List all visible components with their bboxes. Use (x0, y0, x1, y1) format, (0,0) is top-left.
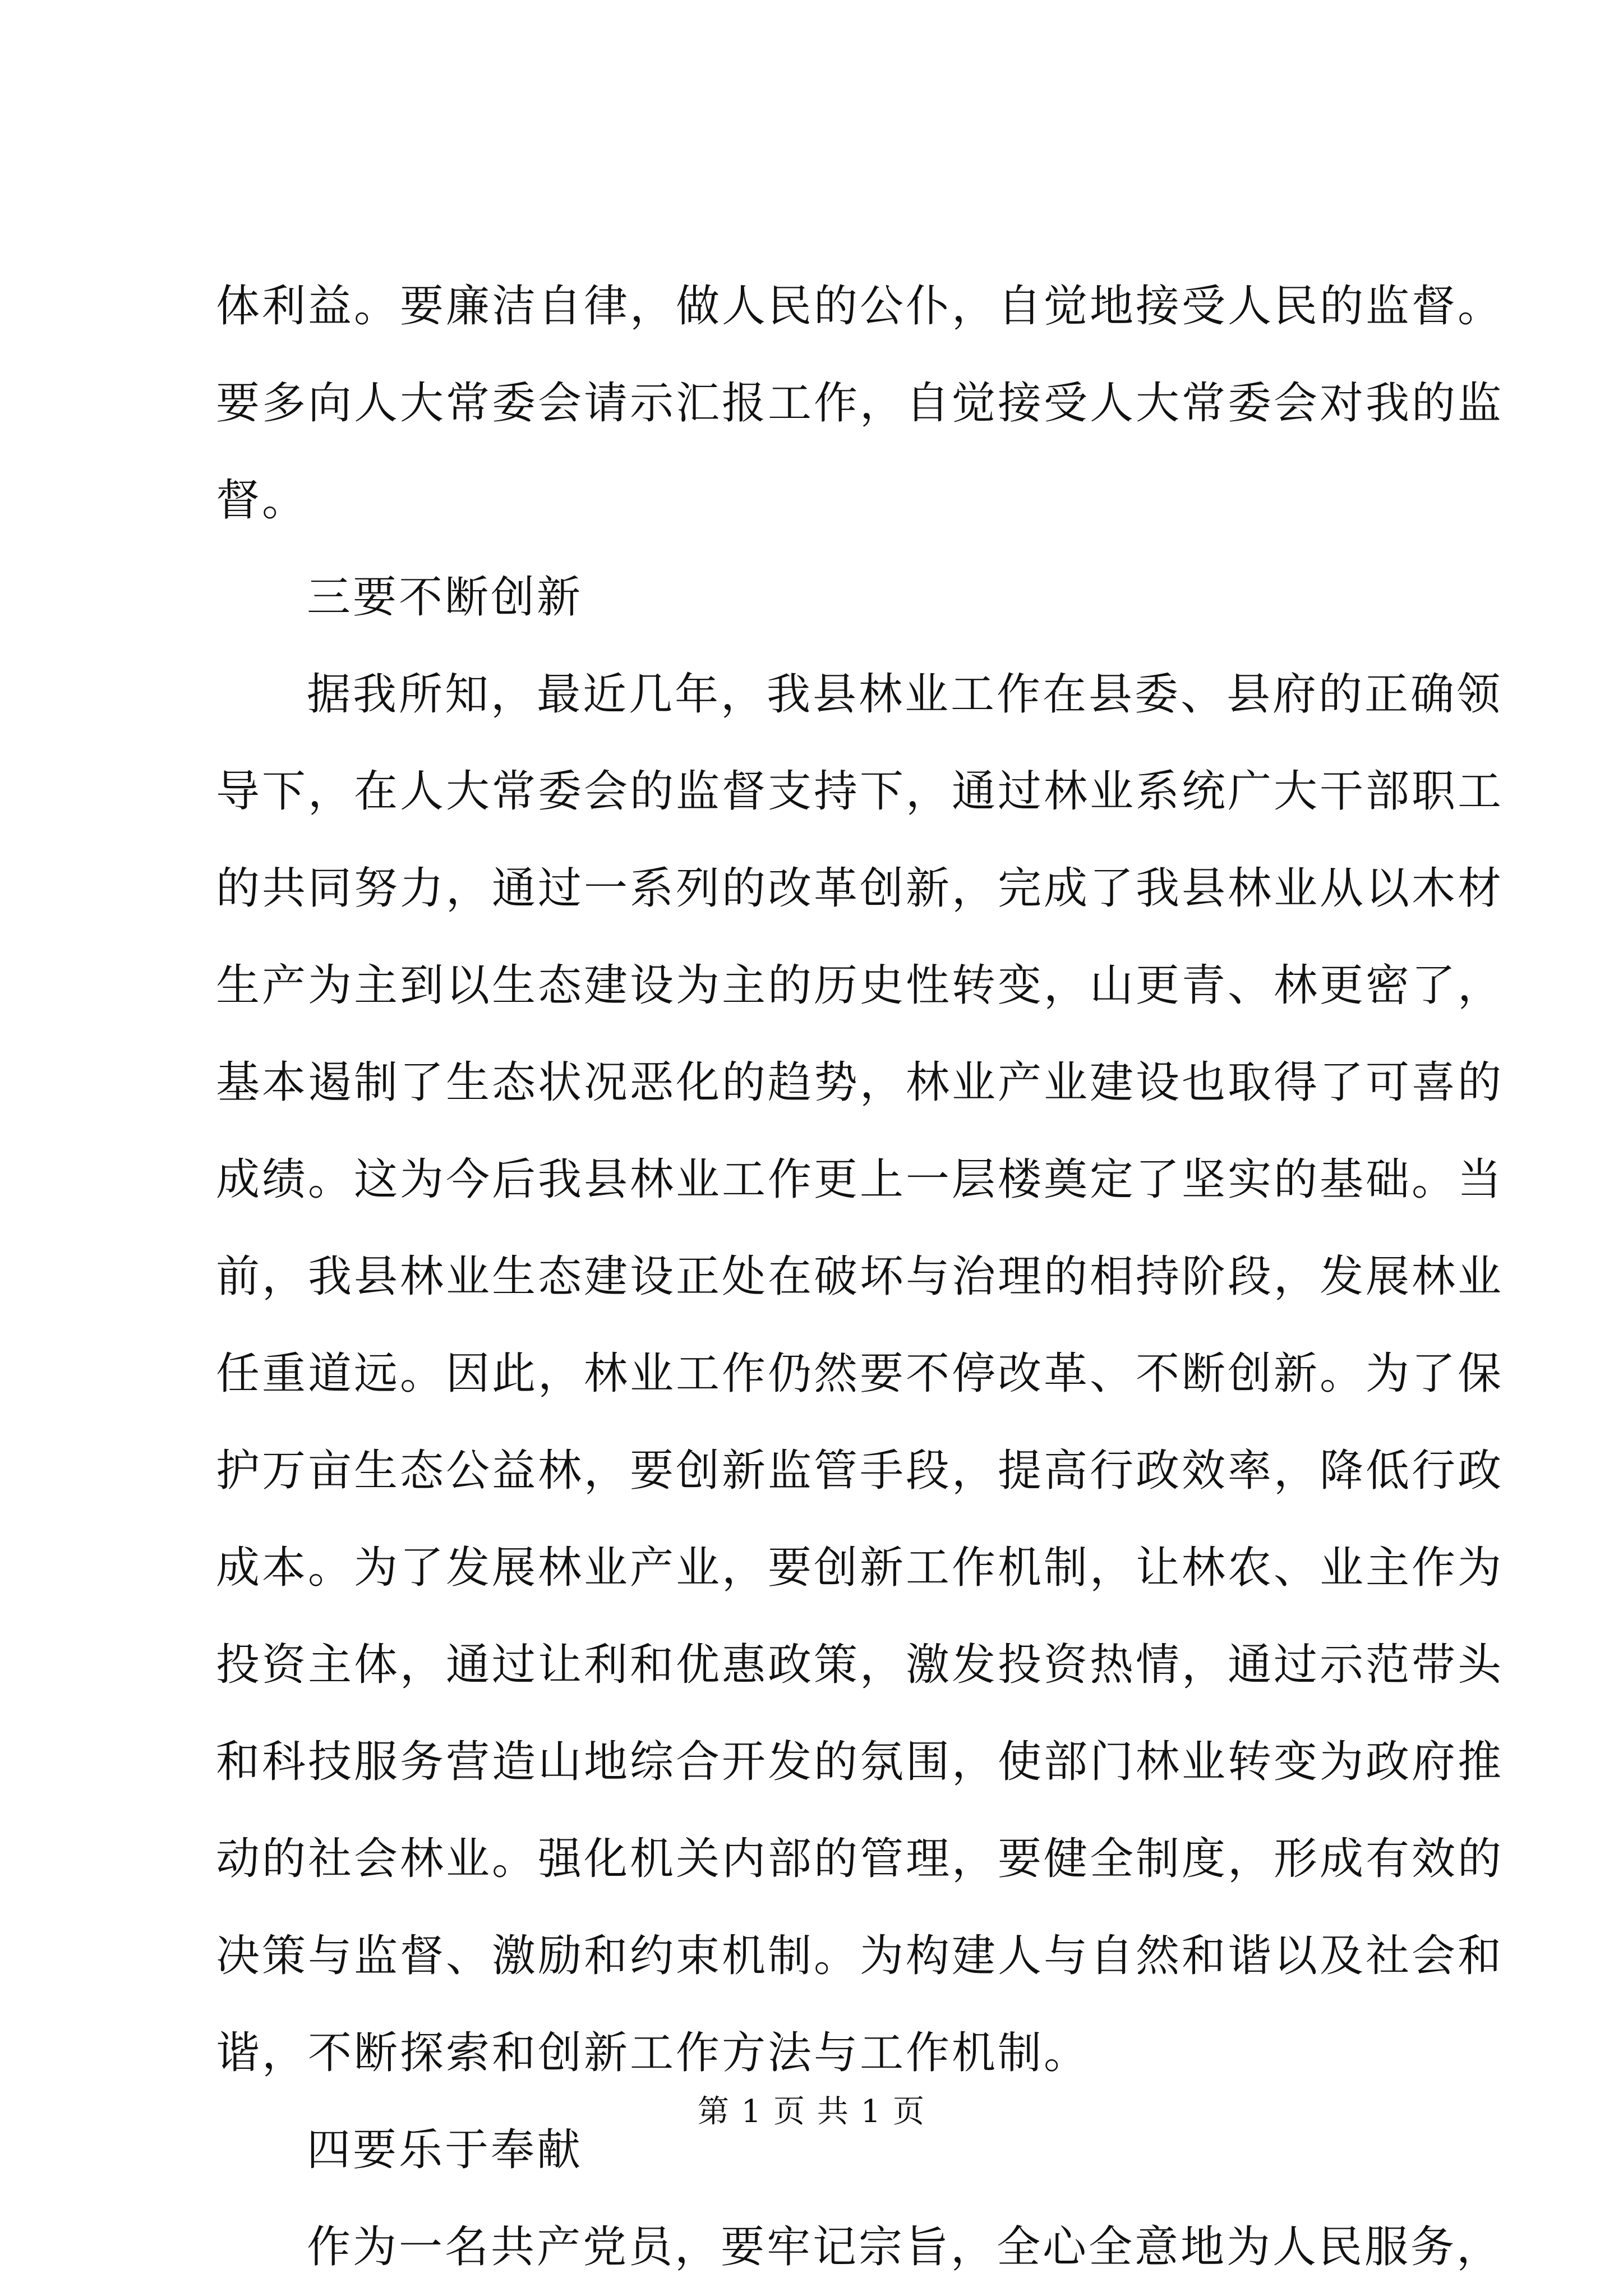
text-line: 导下，在人大常委会的监督支持下，通过林业系统广大干部职工 (216, 766, 1504, 817)
text-line: 要多向人大常委会请示汇报工作，自觉接受人大常委会对我的监 (216, 378, 1504, 429)
text-line: 基本遏制了生态状况恶化的趋势，林业产业建设也取得了可喜的 (216, 1057, 1504, 1108)
text-line: 谐，不断探索和创新工作方法与工作机制。 (216, 2028, 1090, 2078)
text-line: 生产为主到以生态建设为主的历史性转变，山更青、林更密了， (216, 960, 1504, 1011)
document-body (216, 258, 1504, 2296)
text-line: 任重道远。因此，林业工作仍然要不停改革、不断创新。为了保 (216, 1349, 1504, 1399)
text-line: 作为一名共产党员，要牢记宗旨，全心全意地为人民服务， (307, 2222, 1503, 2272)
text-line: 前，我县林业生态建设正处在破坏与治理的相持阶段，发展林业 (216, 1251, 1504, 1302)
section-heading: 三要不断创新 (307, 572, 583, 623)
text-line: 投资主体，通过让利和优惠政策，激发投资热情，通过示范带头 (216, 1640, 1504, 1690)
text-line: 和科技服务营造山地综合开发的氛围，使部门林业转变为政府推 (216, 1737, 1504, 1787)
page-footer: 第 1 页 共 1 页 (697, 2093, 926, 2130)
text-line: 成本。为了发展林业产业，要创新工作机制，让林农、业主作为 (216, 1543, 1504, 1593)
text-line: 督。 (216, 475, 308, 526)
section-heading: 四要乐于奉献 (307, 2125, 583, 2175)
text-line: 的共同努力，通过一系列的改革创新，完成了我县林业从以木材 (216, 863, 1504, 914)
text-line: 护万亩生态公益林，要创新监管手段，提高行政效率，降低行政 (216, 1446, 1504, 1496)
text-line: 成绩。这为今后我县林业工作更上一层楼奠定了坚实的基础。当 (216, 1154, 1504, 1205)
text-line: 决策与监督、激励和约束机制。为构建人与自然和谐以及社会和 (216, 1931, 1504, 1981)
text-line: 体利益。要廉洁自律，做人民的公仆，自觉地接受人民的监督。 (216, 281, 1504, 332)
text-line: 据我所知，最近几年，我县林业工作在县委、县府的正确领 (307, 669, 1503, 720)
text-line: 动的社会林业。强化机关内部的管理，要健全制度，形成有效的 (216, 1834, 1504, 1884)
